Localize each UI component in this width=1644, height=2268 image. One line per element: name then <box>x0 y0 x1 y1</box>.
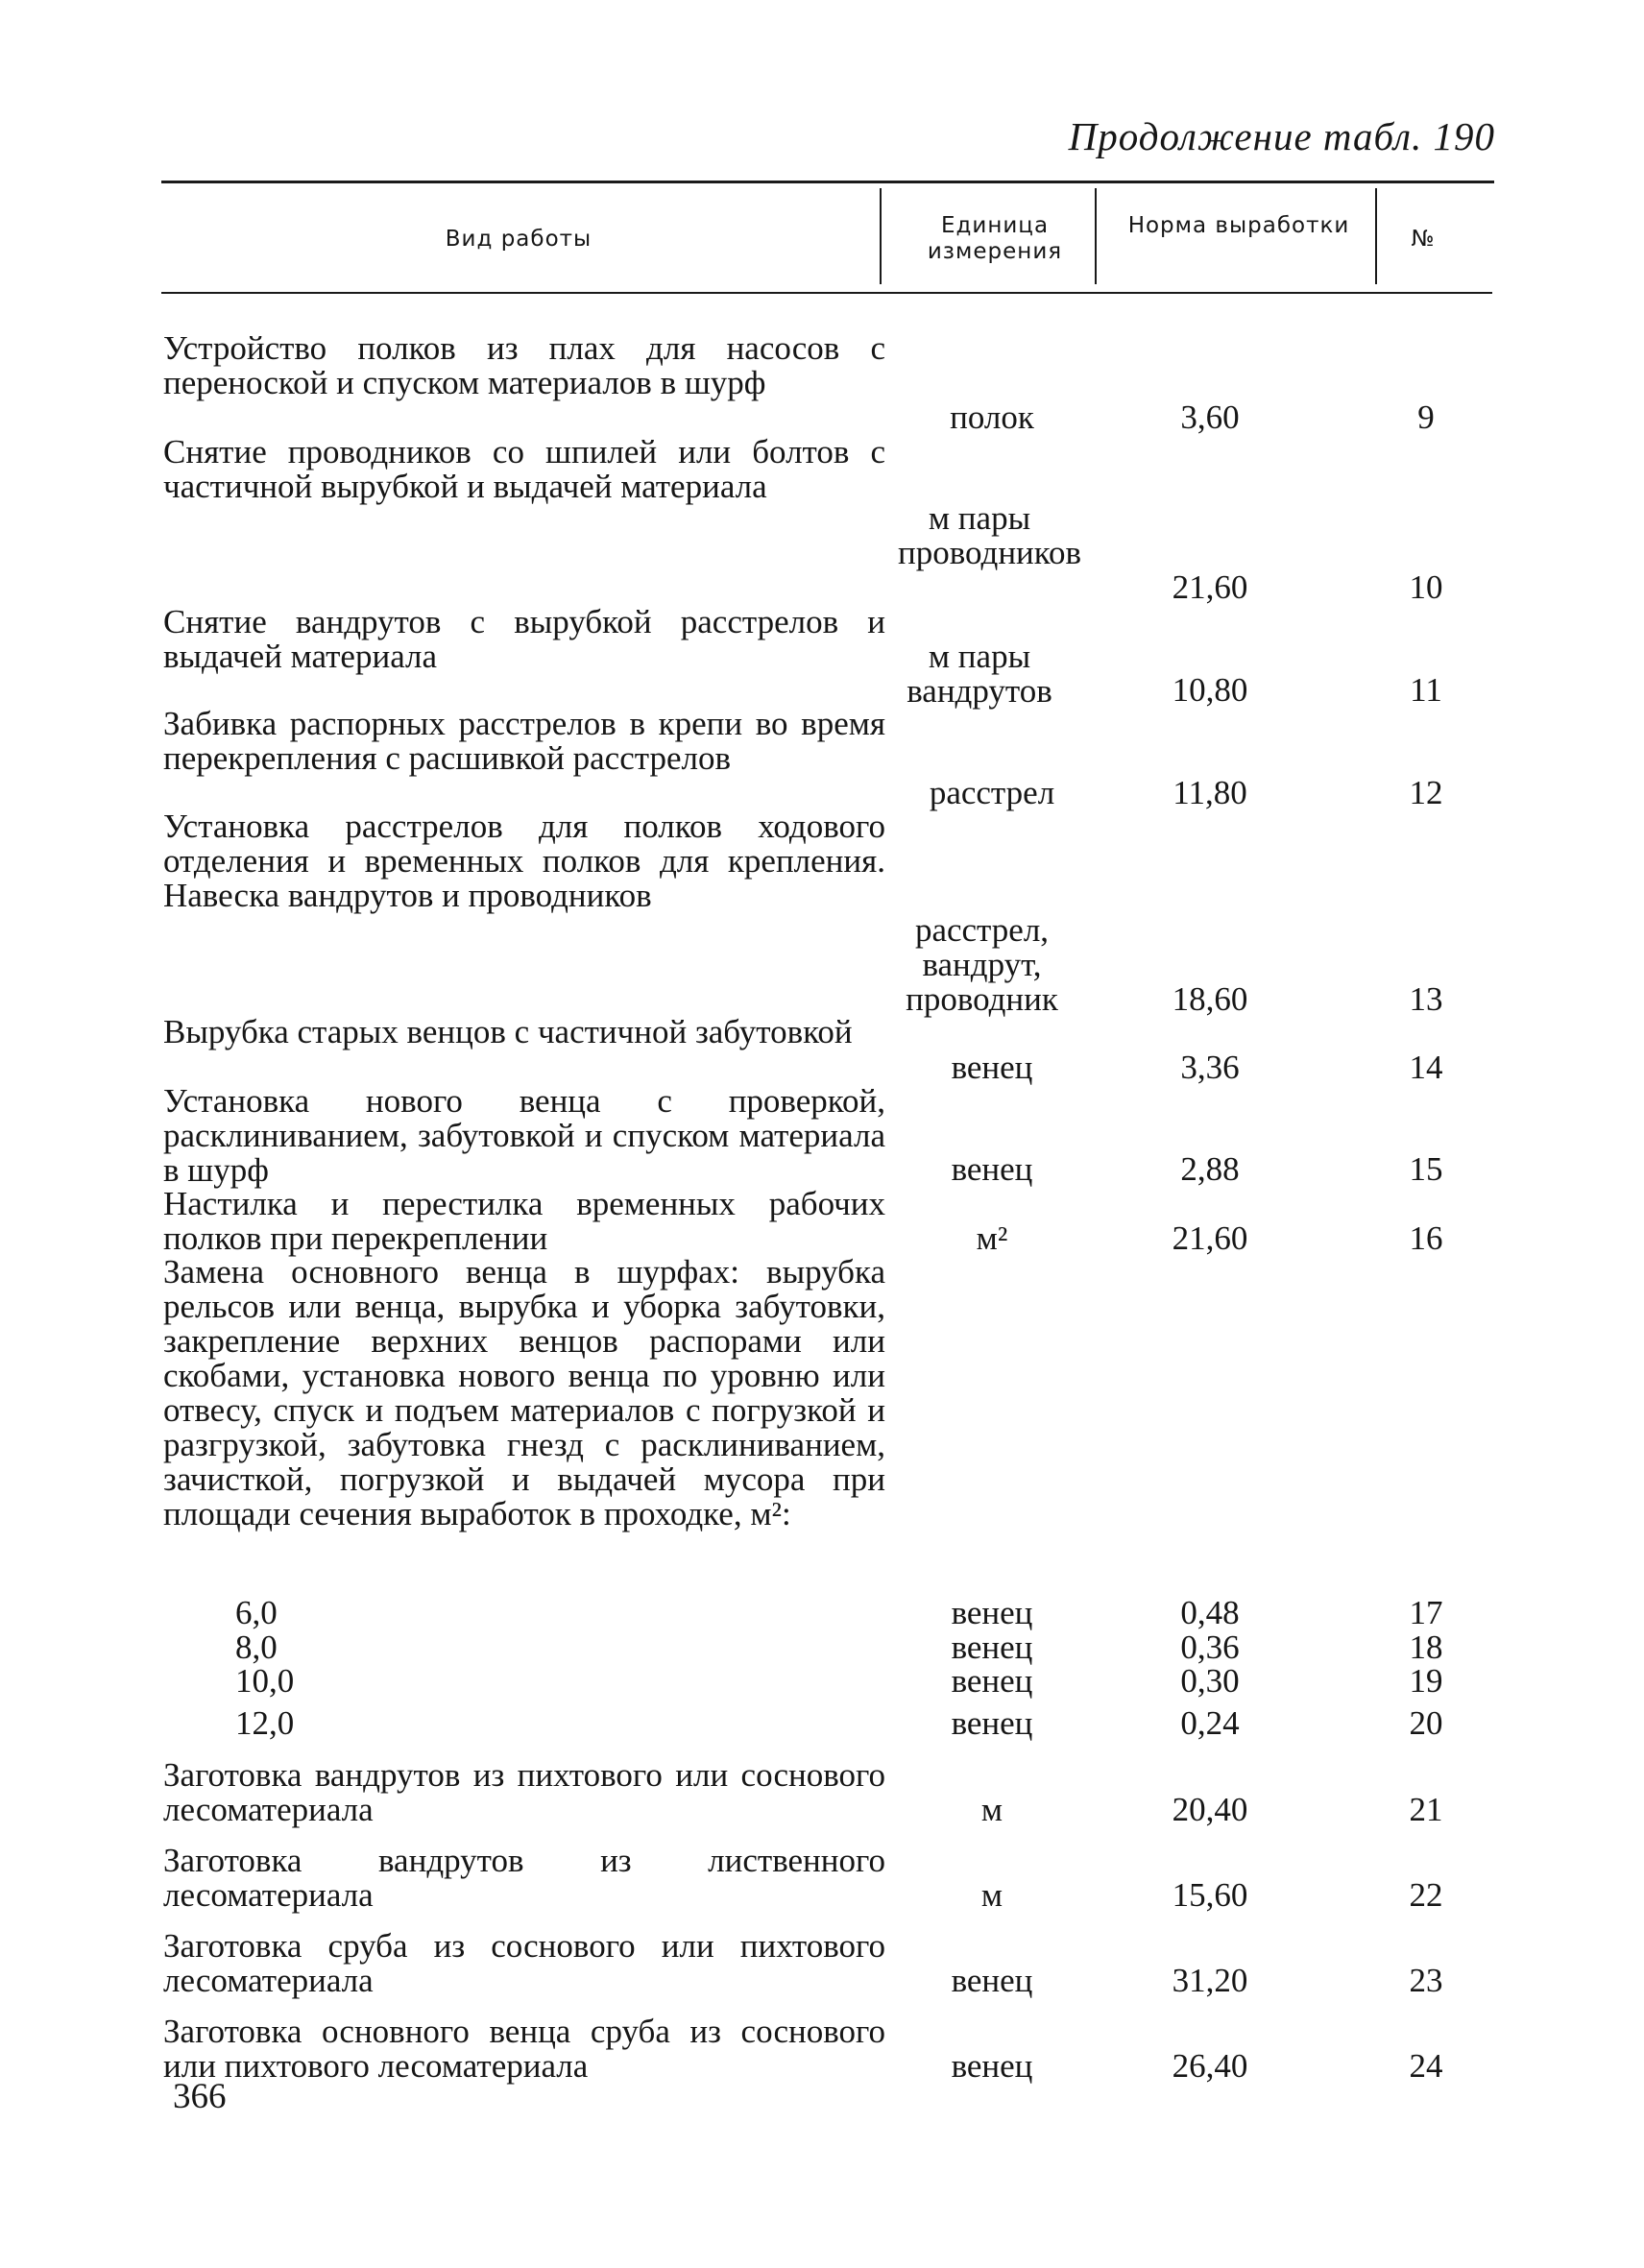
norm-value: 21,60 <box>1172 1219 1248 1257</box>
unit-value: венец <box>951 1594 1033 1631</box>
work-description: Заготовка основного венца сруба из соснового или пихтового лесоматериала <box>163 2013 885 2085</box>
norm-value: 15,60 <box>1172 1876 1248 1914</box>
row-number: 21 <box>1409 1791 1443 1828</box>
header-norm: Норма выработки <box>1127 213 1350 238</box>
norm-value: 0,30 <box>1180 1662 1240 1700</box>
row-number: 15 <box>1409 1150 1443 1188</box>
work-description: Замена основного венца в шурфах: вырубка рельсов или венца, вырубка и уборка забутовки, закрепление верхних венцов распорами или скобами, установка нового венца по уровню или отвесу, спуск и подъем материалов с погрузкой и разгрузкой, забутовка гнезд с расклиниванием, зачисткой, погрузкой и выдачей мусора при площади сечения выработок в проходке, м²: <box>163 1253 885 1532</box>
norm-value: 26,40 <box>1172 2047 1248 2085</box>
norm-value: 10,80 <box>1172 671 1248 709</box>
norm-value: 31,20 <box>1172 1962 1248 1999</box>
row-number: 17 <box>1409 1594 1443 1631</box>
work-description: Снятие вандрутов с вырубкой расстрелов и выдачей материала <box>163 603 885 675</box>
unit-value: венец <box>951 1049 1033 1086</box>
page-number: 366 <box>173 2077 227 2116</box>
row-number: 20 <box>1409 1704 1443 1742</box>
norm-value: 0,36 <box>1180 1629 1240 1666</box>
work-description: Заготовка вандрутов из пихтового или соснового лесоматериала <box>163 1756 885 1828</box>
header-divider <box>1095 188 1097 284</box>
norm-value: 3,36 <box>1180 1049 1240 1086</box>
unit-value: венец <box>951 1150 1033 1188</box>
unit-value: м <box>980 1876 1003 1914</box>
section-area-value: 10,0 <box>235 1662 295 1700</box>
unit-value: расстрел <box>929 774 1055 811</box>
unit-value: м² <box>976 1219 1008 1257</box>
row-number: 11 <box>1410 671 1442 709</box>
unit-value: м пары проводников <box>898 499 1082 571</box>
row-number: 19 <box>1409 1662 1443 1700</box>
norm-value: 2,88 <box>1180 1150 1240 1188</box>
header-unit: Единица измерения <box>927 213 1063 264</box>
row-number: 9 <box>1417 398 1435 436</box>
work-description: Заготовка вандрутов из лиственного лесоматериала <box>163 1842 885 1914</box>
work-description: Устройство полков из плах для насосов с переноской и спуском материалов в шурф <box>163 329 885 401</box>
row-number: 13 <box>1409 980 1443 1018</box>
unit-value: м <box>980 1791 1003 1828</box>
unit-value: полок <box>950 398 1034 436</box>
norm-value: 0,48 <box>1180 1594 1240 1631</box>
norm-value: 18,60 <box>1172 980 1248 1018</box>
table-top-rule <box>161 181 1494 183</box>
section-area-value: 12,0 <box>235 1704 295 1742</box>
work-description: Настилка и перестилка временных рабочих полков при перекреплении <box>163 1185 885 1257</box>
unit-value: расстрел, вандрут, проводник <box>906 911 1058 1018</box>
header-divider <box>1375 188 1377 284</box>
work-description: Установка нового венца с проверкой, расклиниванием, забутовкой и спуском материала в шурф <box>163 1082 885 1189</box>
work-description: Забивка распорных расстрелов в крепи во время перекрепления с расшивкой расстрелов <box>163 705 885 777</box>
norm-value: 21,60 <box>1172 568 1248 606</box>
norm-value: 0,24 <box>1180 1704 1240 1742</box>
header-work: Вид работы <box>445 227 592 252</box>
unit-value: венец <box>951 1962 1033 1999</box>
row-number: 16 <box>1409 1219 1443 1257</box>
section-area-value: 8,0 <box>235 1629 278 1666</box>
header-num: № <box>1411 227 1436 252</box>
row-number: 23 <box>1409 1962 1443 1999</box>
norm-value: 3,60 <box>1180 398 1240 436</box>
section-area-value: 6,0 <box>235 1594 278 1631</box>
unit-value: венец <box>951 1629 1033 1666</box>
norm-value: 11,80 <box>1173 774 1247 811</box>
header-divider <box>880 188 882 284</box>
work-description: Установка расстрелов для полков ходового отделения и временных полков для крепления. Навеска вандрутов и проводников <box>163 808 885 914</box>
row-number: 18 <box>1409 1629 1443 1666</box>
unit-value: венец <box>951 2047 1033 2085</box>
row-number: 12 <box>1409 774 1443 811</box>
row-number: 22 <box>1409 1876 1443 1914</box>
work-description: Снятие проводников со шпилей или болтов с частичной вырубкой и выдачей материала <box>163 433 885 505</box>
table-header-rule <box>161 292 1492 294</box>
table-caption: Продолжение табл. 190 <box>1068 114 1495 158</box>
row-number: 24 <box>1409 2047 1443 2085</box>
unit-value: м пары вандрутов <box>907 638 1052 710</box>
norm-value: 20,40 <box>1172 1791 1248 1828</box>
row-number: 14 <box>1409 1049 1443 1086</box>
unit-value: венец <box>951 1662 1033 1700</box>
work-description: Вырубка старых венцов с частичной забутовкой <box>163 1013 853 1050</box>
row-number: 10 <box>1409 568 1443 606</box>
work-description: Заготовка сруба из соснового или пихтового лесоматериала <box>163 1927 885 1999</box>
unit-value: венец <box>951 1704 1033 1742</box>
